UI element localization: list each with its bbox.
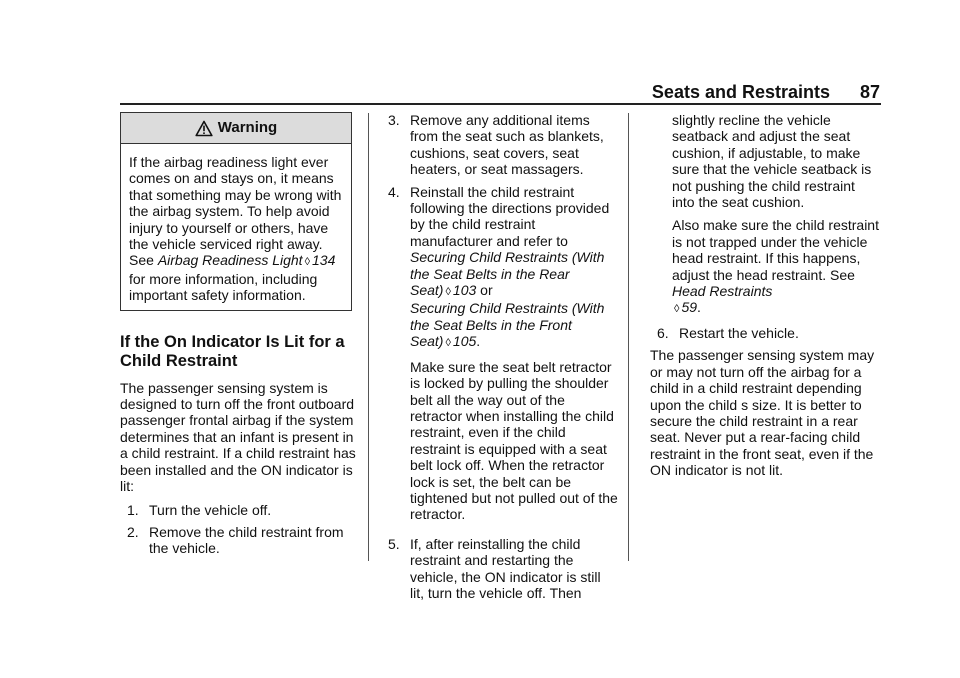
list-item [388,536,618,602]
step-body [410,184,618,530]
cross-reference-page[interactable]: 105 [452,333,477,350]
column-1 [120,112,358,563]
step-text: Turn the vehicle off. [149,501,272,518]
step-number: 6. [657,324,669,341]
warning-label: Warning [217,118,278,136]
conjunction-text: or [480,282,493,299]
cross-reference-link[interactable]: Head Restraints [672,283,773,300]
steps-list-final [650,325,880,341]
step-text: Remove the child restraint from the vehicle. [149,523,344,557]
step-continuation [650,112,880,318]
step-text: Remove any additional items from the seat such as blankets, cushions, seat covers, seat heaters, or seat massagers. [410,112,604,178]
page-reference-arrow-icon: ◊ [674,303,680,316]
column-3 [650,112,880,486]
list-item [388,184,618,530]
closing-paragraph: The passenger sensing system may or may not turn off the airbag for a child in a child restraint depending upon the child s size. It is better to secure the child restraint in a rear seat. Never put a rear-facing child restraint in the front seat, even if the ON indicator is not lit. [650,347,875,479]
step-number: 4. [388,183,400,200]
step-text: Also make sure the child restraint is not trapped under the vehicle head restraint. If this happens, adjust the head restraint. See [672,217,879,283]
column-divider [368,113,369,561]
section-heading: If the On Indicator Is Lit for a Child Restraint [120,332,345,370]
warning-text-end: for more information, including important safety information. [129,270,318,304]
cross-reference-page[interactable]: 134 [312,252,336,269]
steps-list [120,502,358,557]
sentence-period: . [697,299,701,316]
page-section-title: Seats and Restraints [651,82,830,102]
list-item [650,325,880,341]
step-text: Reinstall the child restraint following the directions provided by the child restraint manufacturer and refer to [410,183,610,249]
page-reference-arrow-icon: ◊ [445,286,451,299]
list-item [388,112,618,178]
step-paragraph [672,217,880,317]
column-divider [628,113,629,561]
section-intro: The passenger sensing system is designed to turn off the front outboard passenger frontal airbag if the system determines that an infant is present in a child restraint. If a child restraint has been installed and the ON indicator is lit: [120,379,356,495]
step-paragraph: slightly recline the vehicle seatback and adjust the seat cushion, if adjustable, to make sure that the vehicle seatback is not pushing the child restraint into the seat cushion. [672,112,872,211]
step-paragraph: Make sure the seat belt retractor is locked by pulling the shoulder belt all the way out of the retractor when installing the child restraint, even if the child restraint is equipped with a seat belt lock off. When the retractor lock is set, the belt can be tightened but not pulled out of the retractor. [410,358,618,523]
warning-header [121,113,351,144]
list-item [120,502,358,518]
step-text: Restart the vehicle. [679,324,799,341]
step-number: 2. [127,523,139,540]
caution-triangle-icon [195,120,213,137]
page-number: 87 [859,82,880,102]
cross-reference-link[interactable]: Securing Child Restraints (With the Seat Belts in the Rear Seat) [410,249,605,299]
steps-list-continued [388,112,618,601]
step-number: 3. [388,112,400,128]
step-paragraph [410,184,618,352]
page-reference-arrow-icon: ◊ [445,337,451,350]
cross-reference-page[interactable]: 59 [681,299,698,316]
cross-reference-link[interactable]: Securing Child Restraints (With the Seat Belts in the Front Seat) [410,300,605,350]
list-item [120,524,358,557]
warning-text: If the airbag readiness light ever comes on and stays on, it means that something may be wrong with the airbag system. To help avoid injury to yourself or others, have the vehicle serviced right away. See [129,154,342,269]
header-divider [120,103,881,105]
page-reference-arrow-icon: ◊ [304,256,311,269]
warning-body [121,144,351,310]
cross-reference-page[interactable]: 103 [452,282,477,299]
step-text: If, after reinstalling the child restraint and restarting the vehicle, the ON indicator is still lit, turn the vehicle off. Then [410,535,601,601]
sentence-period: . [476,333,481,350]
step-number: 5. [388,535,400,552]
step-number: 1. [127,501,139,518]
column-2 [388,112,618,607]
warning-box [120,112,352,311]
cross-reference-link[interactable]: Airbag Readiness Light [157,252,303,269]
